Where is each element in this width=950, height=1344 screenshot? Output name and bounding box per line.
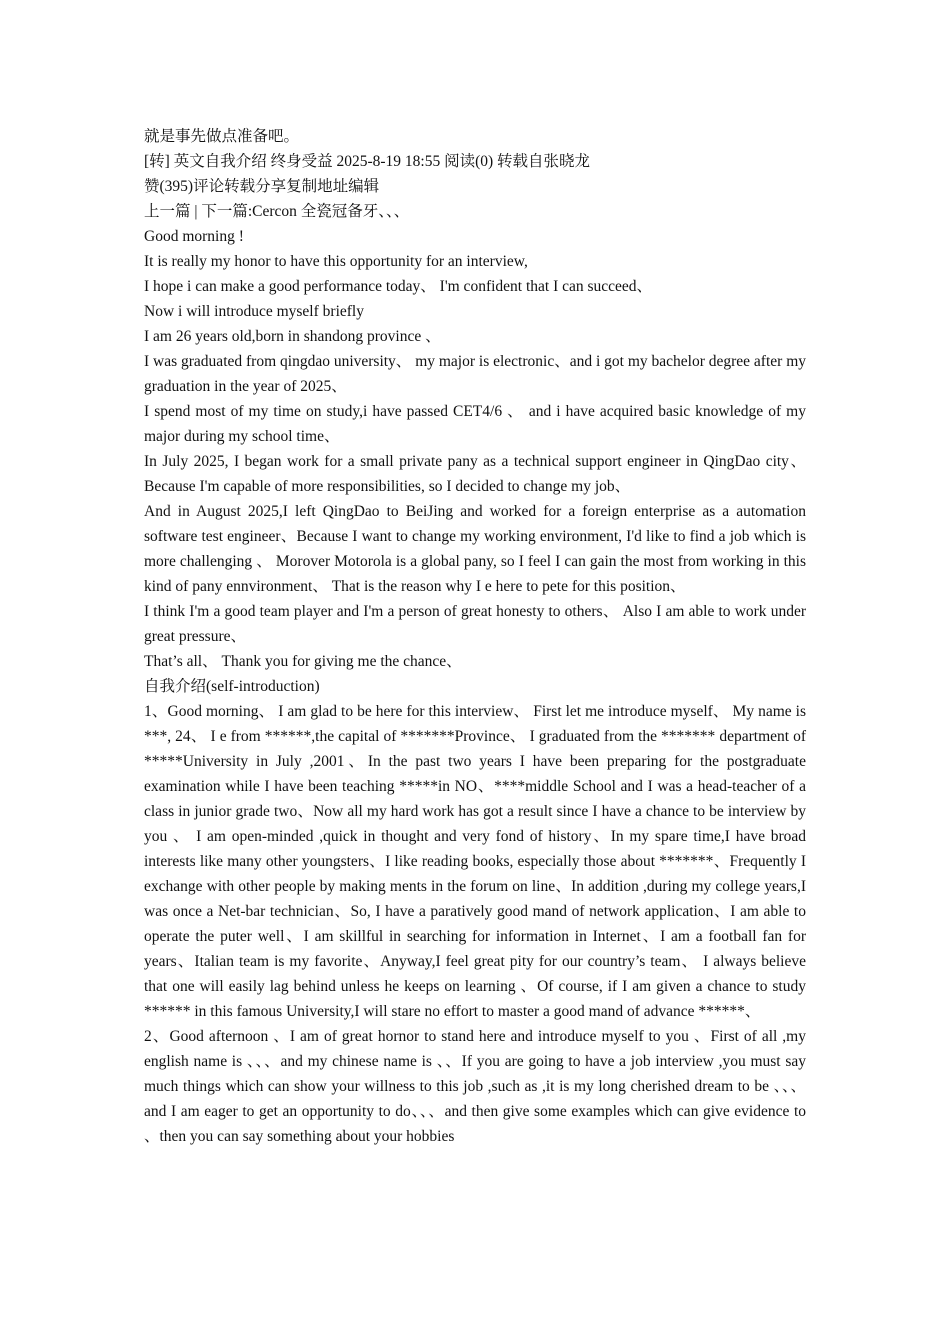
section-heading: 自我介绍(self-introduction) (144, 678, 320, 695)
paragraph-second-job: And in August 2025,I left QingDao to BeiJing and worked for a foreign enterprise as a automation software test engineer、Because I want to change my working environment, I'd like to find a job which is more challenging 、 Morover Motorola is a global pany, so I feel I can gain the most from working in this kind of pany ennvironment、 That is the reason why I e here to pete for this position、 (144, 503, 806, 595)
intro-line: 就是事先做点准备吧。 (144, 128, 300, 145)
paragraph-closing: That’s all、 Thank you for giving me the chance、 (144, 653, 462, 670)
paragraph-example-2: 2、Good afternoon 、I am of great hornor to stand here and introduce myself to you 、First of all ,my english name is 、、、and my chinese name is 、、If you are going to have a job interview ,you must say much things which can show your willness to this job ,such as ,it is my long cherished dream to be 、、、and I am eager to get an opportunity to do、、、and then give some examples which can give evidence to 、then you can say something about your hobbies (144, 1028, 806, 1145)
paragraph-personality: I think I'm a good team player and I'm a person of great honesty to others、 Also I am able to work under great pressure、 (144, 603, 806, 645)
text-line: I hope i can make a good performance today、 I'm confident that I can succeed、 (144, 278, 653, 295)
post-actions-line: 赞(395)评论转载分享复制地址编辑 (144, 178, 380, 195)
text-line: I am 26 years old,born in shandong province 、 (144, 328, 441, 345)
paragraph-study: I spend most of my time on study,i have passed CET4/6 、 and i have acquired basic knowledge of my major during my school time、 (144, 403, 806, 445)
paragraph-education: I was graduated from qingdao university、 my major is electronic、and i got my bachelor degree after my graduation in the year of 2025、 (144, 353, 806, 395)
post-title-line: [转] 英文自我介绍 终身受益 2025-8-19 18:55 阅读(0) 转载自张晓龙 (144, 153, 591, 170)
paragraph-first-job: In July 2025, I began work for a small private pany as a technical support engineer in QingDao city、Because I'm capable of more responsibilities, so I decided to change my job、 (144, 453, 806, 495)
text-line: Now i will introduce myself briefly (144, 303, 364, 320)
text-line: It is really my honor to have this opportunity for an interview, (144, 253, 528, 270)
paragraph-example-1: 1、Good morning、 I am glad to be here for this interview、 First let me introduce myself、 My name is ***, 24、 I e from ******,the capital of *******Province、 I graduated from the ******* department of *****University in July ,2001、In the past two years I have been preparing for the postgraduate examination while I have been teaching *****in NO、****middle School and I was a head-teacher of a class in junior grade two、Now all my hard work has got a result since I have a chance to be interview by you 、 I am open-minded ,quick in thought and very fond of history、In my spare time,I have broad interests like many other youngsters、I like reading books, especially those about *******、Frequently I exchange with other people by making ments in the forum on line、In addition ,during my college years,I was once a Net-bar technician、So, I have a paratively good mand of network application、I am able to operate the puter well、I am skillful in searching for information in Internet、I am a football fan for years、Italian team is my favorite、Anyway,I feel great pity for our country’s team、 I always believe that one will easily lag behind unless he keeps on learning 、Of course, if I am given a chance to study ****** in this famous University,I will stare no effort to master a good mand of advance ******、 (144, 703, 806, 1020)
post-navigation-line: 上一篇 | 下一篇:Cercon 全瓷冠备牙、、、 (144, 203, 410, 220)
document-body (144, 124, 806, 1149)
greeting-line: Good morning ! (144, 228, 244, 245)
